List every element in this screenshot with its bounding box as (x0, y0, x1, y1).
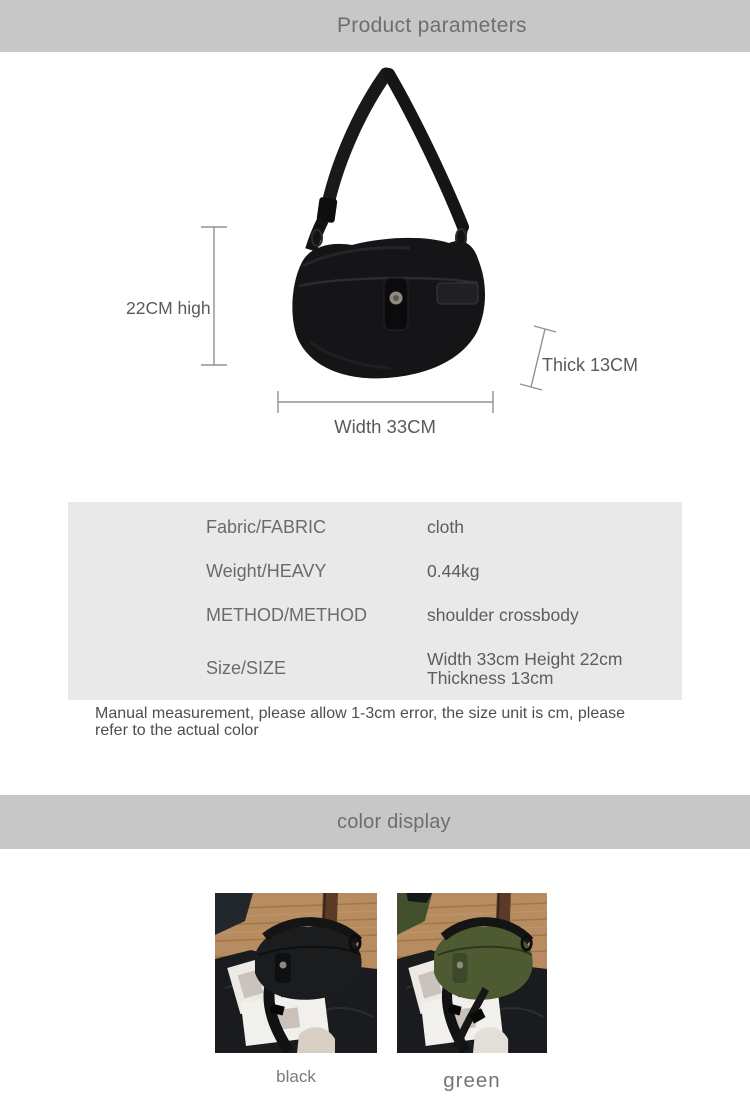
snap-button (280, 962, 287, 969)
parameters-table (68, 502, 682, 700)
snap-button (457, 962, 463, 969)
param-label-method: METHOD/METHOD (206, 605, 367, 625)
param-label-size: Size/SIZE (206, 658, 287, 678)
black-bag-photo-art (215, 893, 377, 1053)
width-dimension-label: Width 33CM (334, 416, 436, 437)
param-label-weight: Weight/HEAVY (206, 561, 327, 581)
bag-body (292, 238, 485, 378)
color-label-black: black (276, 1067, 316, 1086)
color-display-header (0, 795, 750, 849)
green-bag-photo (397, 893, 547, 1053)
color-display-title: color display (337, 810, 451, 833)
height-dimension-label: 22CM high (126, 298, 211, 318)
color-label-green: green (443, 1069, 501, 1092)
measurement-note: Manual measurement, please allow 1-3cm error, the size unit is cm, please refer to the actual color (95, 705, 626, 739)
param-value-method: shoulder crossbody (427, 605, 579, 625)
param-label-fabric: Fabric/FABRIC (206, 517, 327, 537)
dimension-figure (0, 52, 750, 500)
product-parameters-title: Product parameters (337, 14, 527, 37)
param-value-fabric: cloth (427, 517, 464, 537)
param-value-weight: 0.44kg (427, 561, 480, 581)
brand-patch (437, 283, 478, 304)
green-bag-photo-art (397, 893, 547, 1053)
thickness-dimension-label: Thick 13CM (542, 355, 639, 375)
bag-strap (311, 74, 466, 250)
product-parameters-header (0, 0, 750, 52)
black-bag-photo (215, 893, 377, 1053)
param-value-size: Width 33cm Height 22cm Thickness 13cm (427, 649, 623, 688)
